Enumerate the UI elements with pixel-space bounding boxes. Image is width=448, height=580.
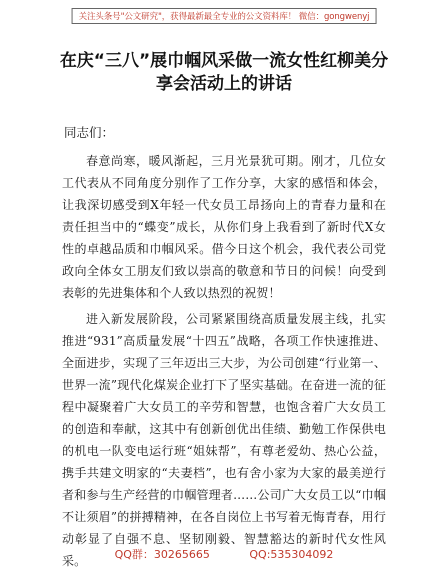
document-body [62, 150, 386, 576]
footer-qq: QQ:535304092 [249, 548, 334, 561]
greeting: 同志们： [64, 125, 115, 140]
footer-qq-group: QQ群：30265665 [114, 548, 210, 561]
paragraph: 进入新发展阶段，公司紧紧围绕高质量发展主线，扎实推进“931”高质量发展“十四五”战略，各项工作快速推进、全面进步，实现了三年迈出三大步，为公司创建“行业第一、世界一流”现代化煤炭企业打下了坚实基础。在奋进一流的征程中凝聚着广大女员工的辛劳和智慧，也饱含着广大女员工的创造和奉献，这其中有创新创优出佳绩、勤勉工作保供电的机电一队变电运行班“姐妹帮”，有尊老爱幼、热心公益，携手共建文明家的“夫妻档”，也有舍小家为大家的最美逆行者和参与生产经营的巾帼管理者……公司广大女员工以“巾帼不让须眉”的拼搏精神，在各自岗位上书写着无悔青春，用行动彰显了自强不息、坚韧刚毅、智慧豁达的新时代女性风采。 [62, 312, 386, 568]
paragraph: 春意尚寒，暖风渐起，三月光景犹可期。刚才，几位女工代表从不同角度分别作了工作分享，大家的感悟和体会，让我深切感受到Ⅹ年轻一代女员工昂扬向上的青春力量和在责任担当中的“蝶变”成长，从你们身上我看到了新时代Ⅹ女性的卓越品质和巾帼风采。借今日这个机会，我代表公司党政向全体女工朋友们致以崇高的敬意和节日的问候！向受到表彰的先进集体和个人致以热烈的祝贺！ [62, 154, 386, 300]
header-notice: 关注头条号"公文研究"，获得最新最全专业的公文资料库！ 微信：gongwenyj [72, 8, 377, 24]
document-title: 在庆“三八”展巾帼风采做一流女性红柳美分享会活动上的讲话 [59, 51, 389, 94]
page-footer [0, 546, 448, 562]
